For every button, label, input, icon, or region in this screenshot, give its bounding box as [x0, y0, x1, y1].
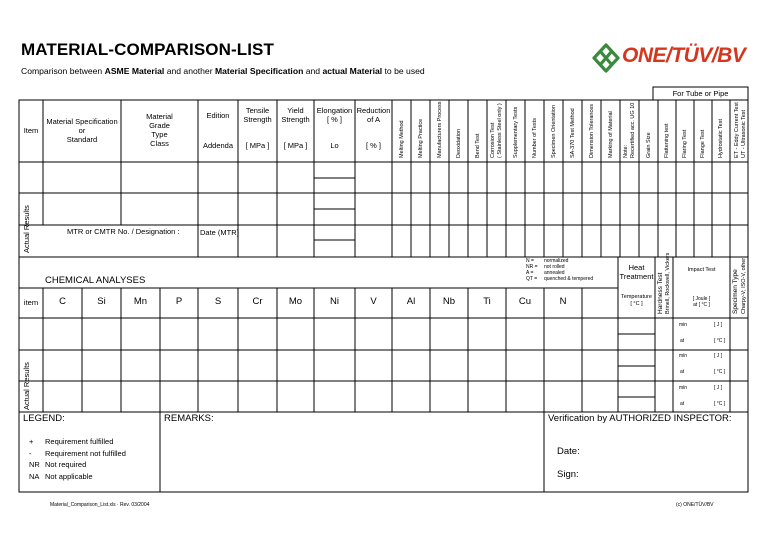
vertical-header: SA-370 Test Method: [570, 108, 576, 158]
addenda-header: Addenda: [202, 141, 234, 150]
vertical-header: Grain Size: [646, 132, 652, 158]
impact-at: at: [680, 401, 685, 407]
impact-unit-c: [ °C ]: [714, 338, 726, 344]
element-header: Ti: [483, 296, 491, 307]
element-header: Al: [406, 296, 416, 307]
impact-min: min: [679, 322, 688, 328]
edition-header: Edition: [206, 111, 230, 120]
vertical-header: Flange Test: [700, 129, 706, 158]
vertical-header: Supplementary Tests: [513, 106, 519, 158]
temperature-header: Temperature [ °C ]: [621, 294, 652, 307]
specimen-type-header: Specimen Type: [732, 269, 739, 314]
vertical-header: Bend Test: [475, 133, 481, 158]
impact-unit-c: [ °C ]: [714, 369, 726, 375]
vertical-header: ( Stainless Steel only ): [497, 103, 503, 158]
element-header: Cr: [252, 296, 263, 307]
impact-unit-j: [ J ]: [714, 353, 723, 359]
actual-results-label: Actual Results: [22, 362, 31, 410]
vertical-header: Number of Tests: [532, 118, 538, 158]
page-title: MATERIAL-COMPARISON-LIST: [21, 40, 274, 59]
vertical-header: Specimen Orientation: [551, 105, 557, 158]
elongation-header: Elongation [ % ]: [316, 106, 353, 124]
impact-header: Impact Test: [687, 267, 716, 273]
vertical-header: ET - Eddy Current Test: [734, 102, 740, 158]
impact-min: min: [679, 353, 688, 359]
reduction-header: Reduction of A: [356, 106, 391, 124]
tensile-header: Tensile Strength: [243, 106, 272, 124]
legend-meanings: Requirement fulfilled Requirement not fulfilled Not required Not applicable: [45, 437, 126, 481]
impact-at: at: [680, 369, 685, 375]
impact-min: min: [679, 385, 688, 391]
for-tube-header: For Tube or Pipe: [672, 89, 729, 98]
chem-item-header: item: [23, 298, 39, 307]
tensile-unit: [ MPa ]: [245, 141, 270, 150]
subtitle: Comparison between ASME Material and another Material Specification and actual Material to be used: [21, 66, 425, 76]
element-header: Si: [97, 296, 106, 307]
footer-filename: Material_Comparison_List.xls · Rev. 03/2004: [50, 502, 150, 508]
vertical-header: Flattening test: [664, 123, 670, 158]
actual-results-label: Actual Results: [22, 205, 31, 253]
specimen-type-sub: Charpy-V; ISO-V, other: [741, 257, 747, 314]
element-header: Mo: [288, 296, 303, 307]
impact-unit-c: [ °C ]: [714, 401, 726, 407]
vertical-header: Note:: [623, 144, 629, 158]
company-logo: ONE/TÜV/BV: [622, 44, 746, 67]
heat-legend-abbr: N = NR = A = QT =: [526, 258, 538, 282]
vertical-header: Manufacturers Process: [437, 101, 443, 158]
element-header: Ni: [330, 296, 339, 307]
vertical-header: Deoxidation: [456, 128, 462, 158]
impact-unit-j: [ J ]: [714, 385, 723, 391]
element-header: Mn: [133, 296, 148, 307]
reduction-unit: [ % ]: [365, 141, 381, 150]
vertical-header: Flaring Test: [682, 129, 688, 158]
item-header: Item: [23, 126, 39, 135]
mtr-label: MTR or CMTR No. / Designation :: [67, 227, 180, 236]
vertical-header: UT - Ultrasonic Test: [741, 109, 747, 158]
vertical-header: Melting Practice: [418, 118, 424, 158]
chemical-heading: CHEMICAL ANALYSES: [45, 275, 146, 286]
element-header: N: [559, 296, 567, 307]
vertical-header: Marking of Material: [608, 111, 614, 158]
vertical-header: Melting Method: [399, 120, 405, 158]
remarks-label: REMARKS:: [164, 413, 214, 424]
joule-header: [ Joule ] at [ °C ]: [692, 296, 711, 308]
heat-treatment-header: Heat Treatment: [619, 263, 654, 281]
element-header: V: [370, 296, 377, 307]
vertical-header: Hydrostatic Test: [718, 118, 724, 158]
date-label: Date:: [557, 446, 580, 457]
hardness-sub: Brinell, Rockwell, Vickers: [665, 252, 671, 314]
footer-copyright: (c) ONE/TÜV/BV: [676, 502, 714, 508]
sign-label: Sign:: [557, 469, 579, 480]
vertical-header: Corrosion Test: [490, 122, 496, 158]
date-mtr-label: Date (MTR): [200, 228, 240, 237]
grade-header: Material Grade Type Class: [146, 112, 173, 148]
element-header: C: [59, 296, 66, 307]
impact-at: at: [680, 338, 685, 344]
yield-header: Yield Strength: [281, 106, 310, 124]
vertical-header: Recertified acc. UG 10: [630, 102, 636, 158]
element-header: S: [214, 296, 222, 307]
vertical-header: Dimension Tolerances: [589, 103, 595, 158]
heat-legend-desc: normalized not rolled annealed quenched & tempered: [544, 258, 594, 282]
element-header: Nb: [442, 296, 456, 307]
yield-unit: [ MPa ]: [283, 141, 308, 150]
elongation-sub: Lo: [330, 141, 339, 150]
verification-label: Verification by AUTHORIZED INSPECTOR:: [548, 413, 732, 424]
spec-header: Material Specification or Standard: [46, 117, 118, 144]
impact-unit-j: [ J ]: [714, 322, 723, 328]
element-header: P: [175, 296, 183, 307]
hardness-header: Hardness Test: [657, 272, 664, 314]
legend-heading: LEGEND:: [23, 413, 65, 424]
element-header: Cu: [518, 296, 532, 307]
legend-symbols: + - NR NA: [29, 437, 40, 481]
